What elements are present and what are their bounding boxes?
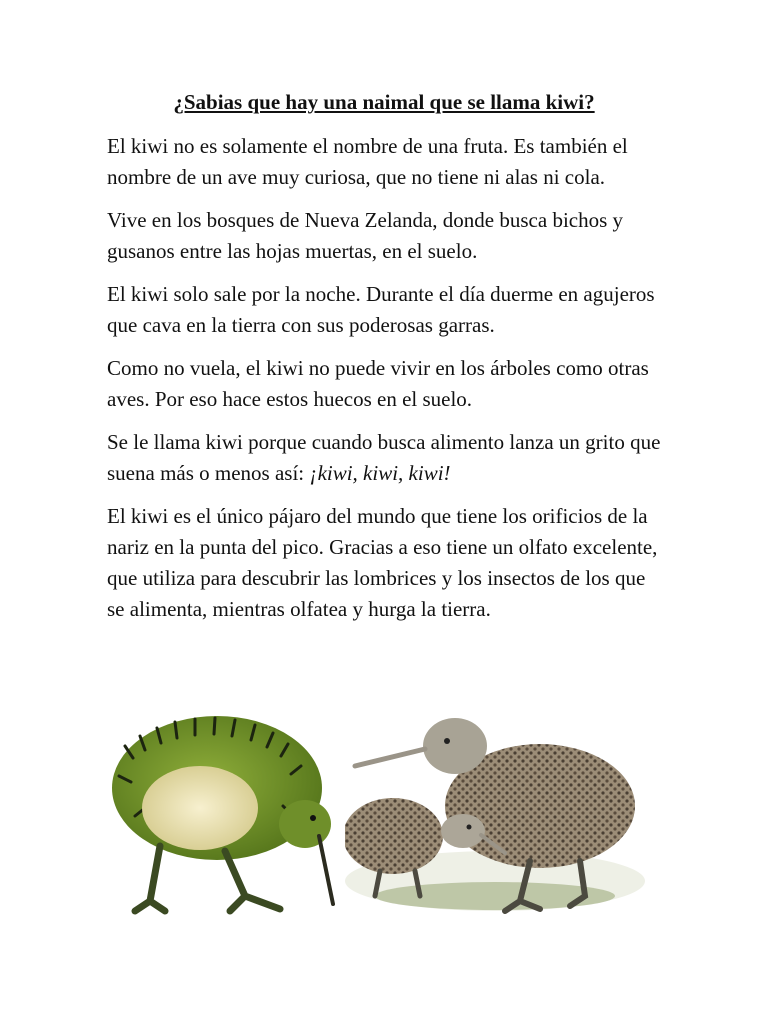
- kiwi-call-text: ¡kiwi, kiwi, kiwi!: [309, 461, 451, 485]
- kiwi-illustrations: [105, 706, 645, 926]
- brown-kiwis-image: [345, 711, 645, 916]
- paragraph-4: Como no vuela, el kiwi no puede vivir en los árboles como otras aves. Por eso hace estos huecos en el suelo.: [107, 356, 649, 411]
- green-kiwi-image: [105, 706, 340, 921]
- paragraph-2: Vive en los bosques de Nueva Zelanda, donde busca bichos y gusanos entre las hojas muertas, en el suelo.: [107, 208, 624, 263]
- paragraph-3: El kiwi solo sale por la noche. Durante el día duerme en agujeros que cava en la tierra con sus poderosas garras.: [107, 282, 655, 337]
- paragraph-5: [107, 427, 663, 489]
- paragraph-1: El kiwi no es solamente el nombre de una fruta. Es también el nombre de un ave muy curiosa, que no tiene ni alas ni cola.: [107, 134, 628, 189]
- body-text: [107, 131, 663, 637]
- page-title: ¿Sabias que hay una naimal que se llama kiwi?: [173, 90, 595, 114]
- paragraph-6: El kiwi es el único pájaro del mundo que tiene los orificios de la nariz en la punta del pico. Gracias a eso tiene un olfato excelente, que utiliza para descubrir las lombrices y los insectos de los que se alimenta, mientras olfatea y hurga la tierra.: [107, 504, 658, 621]
- paragraph-5-text: Se le llama kiwi porque cuando busca alimento lanza un grito que suena más o menos así:: [107, 430, 661, 485]
